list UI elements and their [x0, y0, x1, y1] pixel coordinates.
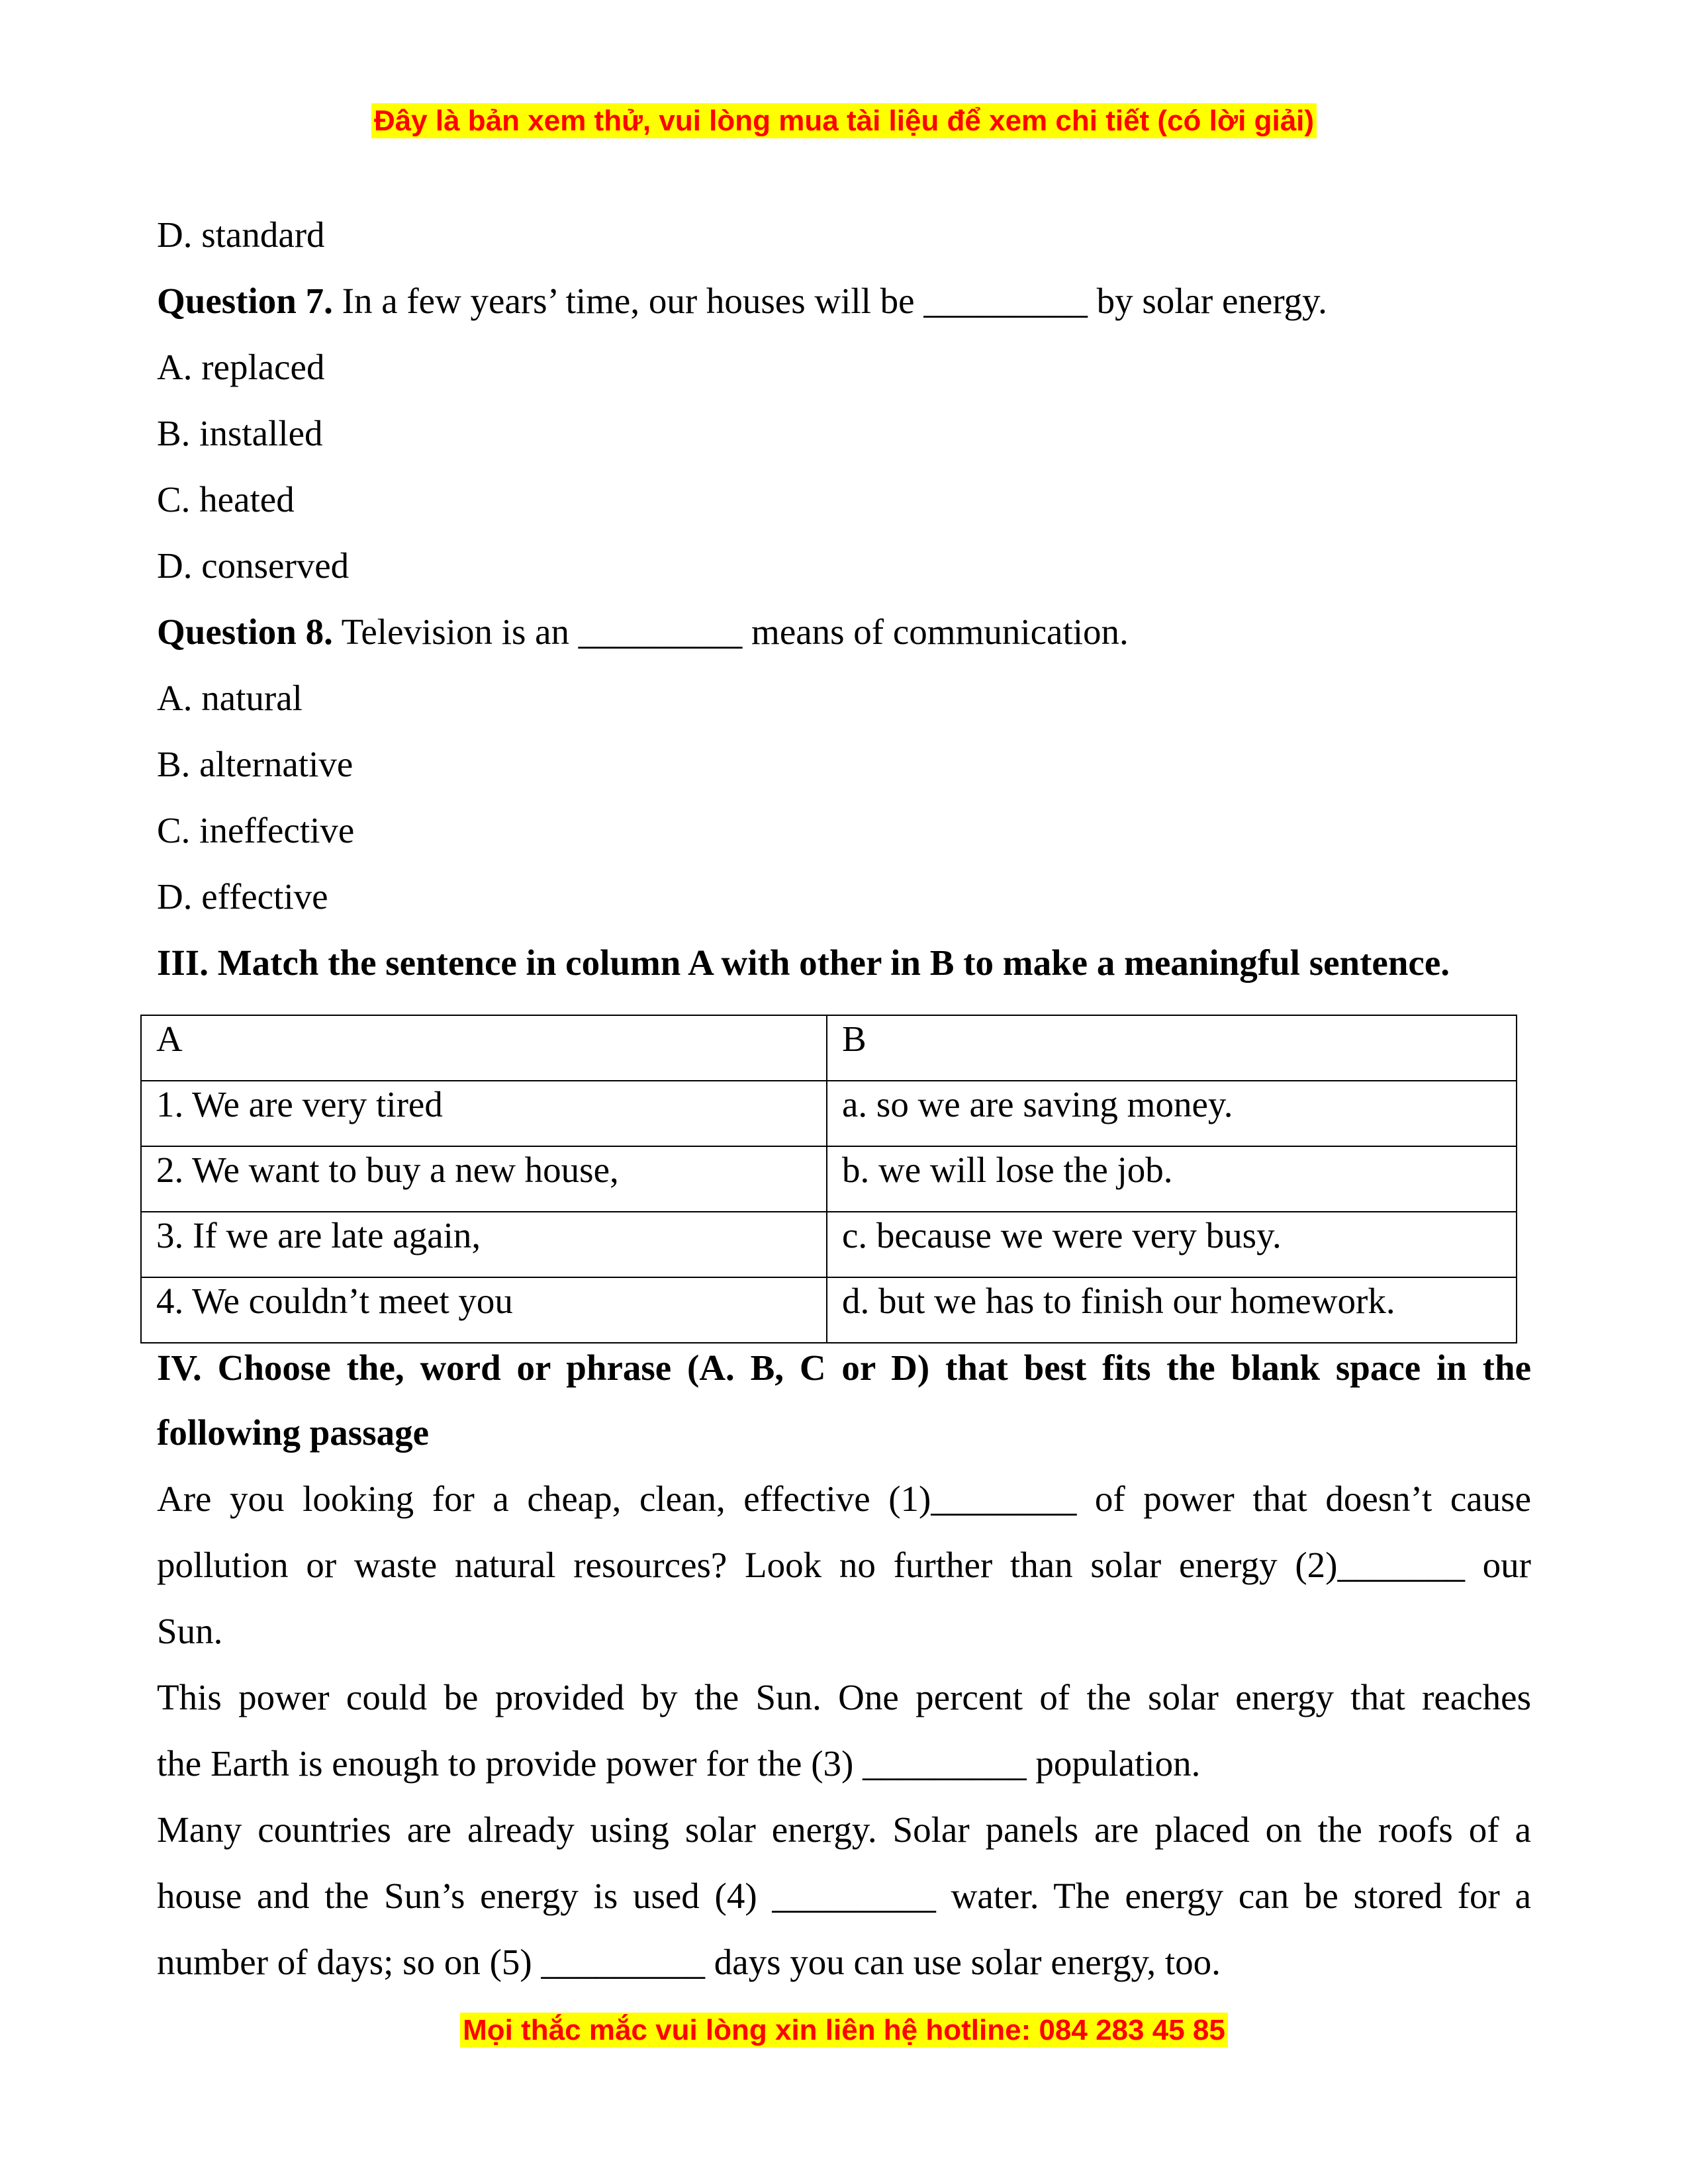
preview-notice-text: Đây là bản xem thử, vui lòng mua tài liệu để xem chi tiết (có lời giải) — [371, 103, 1317, 138]
column-a-cell: 2. We want to buy a new house, — [141, 1146, 827, 1212]
hotline-notice-text: Mọi thắc mắc vui lòng xin liên hệ hotline: 084 283 45 85 — [460, 2013, 1228, 2048]
column-b-cell: a. so we are saving money. — [827, 1081, 1517, 1146]
column-b-cell: d. but we has to finish our homework. — [827, 1277, 1517, 1343]
column-a-cell: 3. If we are late again, — [141, 1212, 827, 1277]
table-row — [141, 1146, 1517, 1212]
section-4-heading-line-2: following passage — [157, 1412, 430, 1453]
option-d-standard: D. standard — [157, 214, 325, 255]
passage-paragraph-2-line-1: This power could be provided by the Sun. One percent of the solar energy that reaches — [157, 1677, 1531, 1717]
question-7-option-c: C. heated — [157, 479, 295, 520]
matching-table — [140, 1015, 1517, 1343]
column-a-header: A — [141, 1015, 827, 1081]
passage-paragraph-1-line-2: pollution or waste natural resources? Look no further than solar energy (2)_______ our — [157, 1545, 1531, 1585]
section-4-heading-line-1: IV. Choose the, word or phrase (A. B, C or D) that best fits the blank space in the — [157, 1347, 1531, 1388]
preview-notice-banner — [0, 103, 1688, 140]
section-3-heading: III. Match the sentence in column A with other in B to make a meaningful sentence. — [157, 942, 1450, 983]
question-8 — [157, 609, 1129, 655]
column-b-header: B — [827, 1015, 1517, 1081]
question-7-label: Question 7. — [157, 281, 333, 321]
question-7-option-d: D. conserved — [157, 545, 350, 586]
question-8-option-c: C. ineffective — [157, 810, 355, 850]
question-8-option-a: A. natural — [157, 678, 303, 718]
question-8-label: Question 8. — [157, 612, 333, 652]
passage-paragraph-3-line-3: number of days; so on (5) _________ days you can use solar energy, too. — [157, 1942, 1221, 1982]
question-7-option-b: B. installed — [157, 413, 323, 453]
passage-paragraph-3-line-2: house and the Sun’s energy is used (4) _________ water. The energy can be stored for a — [157, 1876, 1531, 1916]
column-a-cell: 1. We are very tired — [141, 1081, 827, 1146]
hotline-notice-banner — [0, 2012, 1688, 2049]
question-8-option-b: B. alternative — [157, 744, 353, 784]
table-row — [141, 1277, 1517, 1343]
column-a-cell: 4. We couldn’t meet you — [141, 1277, 827, 1343]
column-b-cell: c. because we were very busy. — [827, 1212, 1517, 1277]
question-7-option-a: A. replaced — [157, 347, 325, 387]
table-row — [141, 1081, 1517, 1146]
question-8-option-d: D. effective — [157, 876, 328, 917]
passage-paragraph-1-line-3: Sun. — [157, 1611, 223, 1651]
question-7 — [157, 278, 1327, 324]
column-b-cell: b. we will lose the job. — [827, 1146, 1517, 1212]
question-7-text: In a few years’ time, our houses will be _________ by solar energy. — [332, 281, 1327, 321]
table-header-row — [141, 1015, 1517, 1081]
question-8-text: Television is an _________ means of communication. — [332, 612, 1129, 652]
passage-paragraph-1-line-1: Are you looking for a cheap, clean, effective (1)________ of power that doesn’t cause — [157, 1479, 1531, 1519]
passage-paragraph-3-line-1: Many countries are already using solar energy. Solar panels are placed on the roofs of a — [157, 1809, 1531, 1850]
table-row — [141, 1212, 1517, 1277]
passage-paragraph-2-line-2: the Earth is enough to provide power for the (3) _________ population. — [157, 1743, 1201, 1784]
